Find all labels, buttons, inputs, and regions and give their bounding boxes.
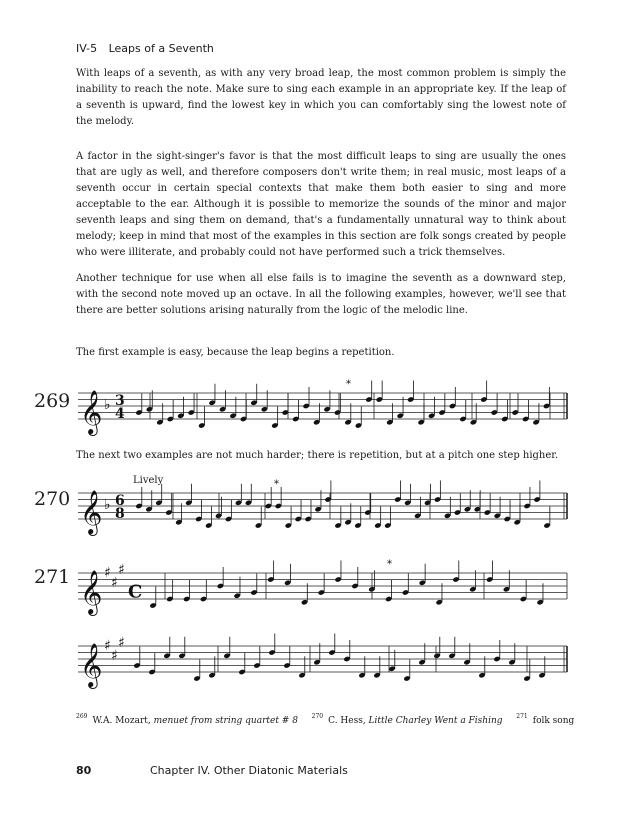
time-signature-top: 6: [115, 493, 125, 509]
leap-asterisk: *: [274, 479, 279, 490]
example-number-271: 271: [34, 566, 71, 588]
music-staff-269: [0, 375, 638, 445]
key-signature-accidental: ♭: [104, 397, 111, 413]
time-signature-top: 3: [115, 393, 125, 409]
paragraph-4: The first example is easy, because the leap begins a repetition.: [76, 347, 395, 358]
time-signature-common: C: [128, 581, 143, 603]
key-signature-accidental: ♯: [104, 638, 111, 654]
key-signature-accidental: ♯: [111, 575, 118, 591]
paragraph-5: The next two examples are not much harder; there is repetition, but at a pitch one step higher.: [76, 450, 559, 461]
footnote-text-271: folk song: [532, 716, 575, 726]
example-number-270: 270: [34, 488, 71, 510]
treble-clef: 𝄞: [80, 570, 103, 614]
footnote-text-269: W.A. Mozart,: [92, 716, 154, 726]
time-signature-bottom: 8: [115, 506, 125, 522]
key-signature-accidental: ♯: [118, 635, 125, 651]
footnote-work-270: Little Charley Went a Fishing: [368, 716, 503, 726]
footnote-ref-271: 271: [516, 713, 528, 720]
tempo-marking: Lively: [133, 475, 164, 486]
page-number: 80: [76, 764, 92, 777]
example-number-269: 269: [34, 390, 71, 412]
footnote-text-270: C. Hess,: [328, 716, 369, 726]
key-signature-accidental: ♯: [118, 562, 125, 578]
key-signature-accidental: ♯: [111, 648, 118, 664]
footnote-ref-269: 269: [76, 713, 88, 720]
section-title: Leaps of a Seventh: [108, 42, 214, 55]
time-signature-bottom: 4: [115, 406, 125, 422]
chapter-title: Chapter IV. Other Diatonic Materials: [150, 764, 348, 777]
music-staff-271-line-1: [0, 555, 638, 625]
leap-asterisk: *: [387, 559, 392, 570]
treble-clef: 𝄞: [80, 390, 103, 434]
leap-asterisk: *: [346, 379, 351, 390]
music-staff-270: [0, 475, 638, 545]
key-signature-accidental: ♭: [104, 497, 111, 513]
key-signature-accidental: ♯: [104, 565, 111, 581]
paragraph-2: A factor in the sight-singer's favor is that the most difficult leaps to sing are usually the ones that are ugly as well, and therefore composers don't write them; in real music, most leaps of a seventh occur in certain special contexts that make them both easier to sing and more acceptable to the ear. Although it is possible to memorize the sounds of the minor and major seventh leaps and sing them on demand, that's a fundamentally unnatural way to think about melody; keep in mind that most of the examples in this section are folk songs created by people who were illiterate, and probably could not have performed such a trick themselves.: [76, 151, 566, 258]
paragraph-1: With leaps of a seventh, as with any very broad leap, the most common problem is simply the inability to reach the note. Make sure to sing each example in an appropriate key. If the leap of a seventh is upward, find the lowest key in which you can comfortably sing the lowest note of the melody.: [76, 68, 566, 127]
footnote-ref-270: 270: [311, 713, 324, 720]
treble-clef: 𝄞: [80, 490, 103, 534]
page-footer: [76, 764, 348, 777]
treble-clef: 𝄞: [80, 643, 103, 687]
music-staff-271-line-2: [0, 628, 638, 698]
section-heading: [76, 42, 214, 55]
paragraph-3: Another technique for use when all else fails is to imagine the seventh as a downward step, with the second note moved up an octave. In all the following examples, however, we'll see that there are better solutions arising naturally from the logic of the melodic line.: [76, 273, 566, 316]
section-number: IV-5: [76, 42, 98, 55]
footnote-work-269: menuet from string quartet # 8: [153, 716, 298, 726]
footnotes: [76, 713, 575, 726]
